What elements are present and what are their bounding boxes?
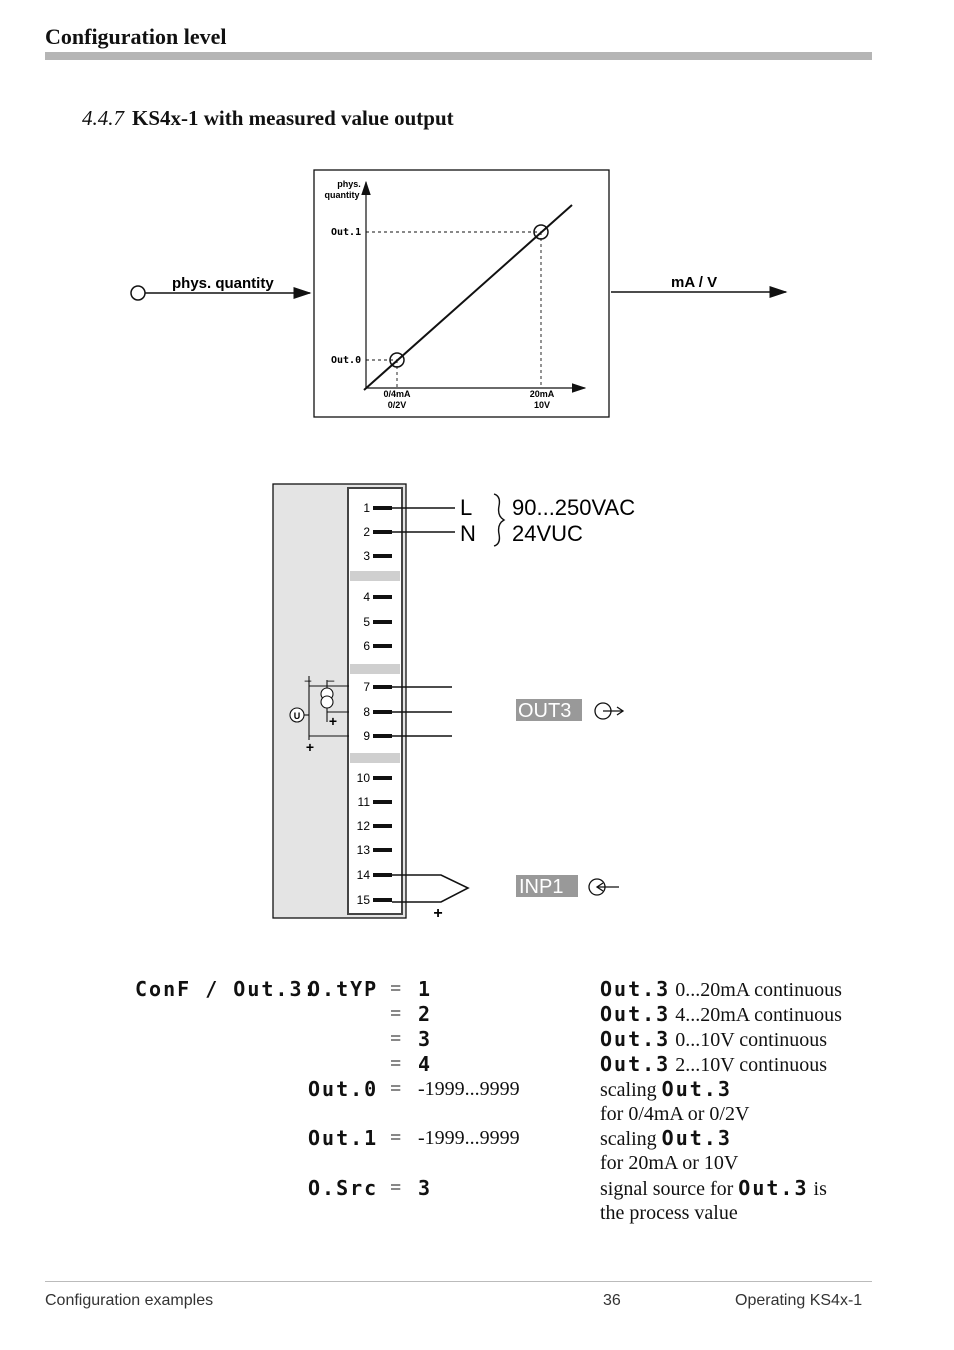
param-name-osrc: O.Src xyxy=(308,1176,379,1200)
inp1-badge-label: INP1 xyxy=(519,876,564,898)
input-label: phys. quantity xyxy=(172,275,274,292)
param-value: 4 xyxy=(418,1052,433,1076)
y-high-label: Out.1 xyxy=(331,227,362,238)
desc-code: Out.3 xyxy=(738,1176,809,1200)
supply-voltage-1: 90...250VAC xyxy=(512,495,636,520)
terminal-pin-label: 15 xyxy=(356,893,370,907)
scaling-diagram xyxy=(0,160,954,430)
footer-page-number: 36 xyxy=(603,1292,621,1309)
terminal-pin-label: 6 xyxy=(363,639,370,653)
terminal-pin-label: 13 xyxy=(356,843,370,857)
desc-code: Out.3 xyxy=(600,1052,671,1076)
y-low-label: Out.0 xyxy=(331,355,362,366)
parameter-list xyxy=(0,975,954,1235)
terminal-pin xyxy=(373,506,392,510)
param-desc xyxy=(600,1002,842,1027)
terminal-pin-label: 3 xyxy=(363,549,370,563)
terminal-pin xyxy=(373,824,392,828)
terminal-pin xyxy=(373,848,392,852)
param-name-out1: Out.1 xyxy=(308,1126,379,1150)
i-source-plus: + xyxy=(328,713,338,729)
desc-text: signal source for xyxy=(600,1178,734,1200)
scaling-box xyxy=(314,170,609,417)
param-desc xyxy=(600,1027,827,1052)
param-eq: = xyxy=(390,1003,402,1025)
current-source-icon-b xyxy=(321,696,333,708)
terminal-pin xyxy=(373,685,392,689)
param-value: -1999...9999 xyxy=(418,1078,520,1100)
terminal-pin xyxy=(373,530,392,534)
conf-label: ConF / Out.3: xyxy=(135,977,318,1001)
terminal-pin-label: 12 xyxy=(356,819,370,833)
section-title-text: KS4x-1 with measured value output xyxy=(132,106,454,130)
header-rule xyxy=(45,52,872,60)
supply-l-label: L xyxy=(460,495,473,520)
param-value: -1999...9999 xyxy=(418,1127,520,1149)
output-label: mA / V xyxy=(671,274,718,291)
desc-code: Out.3 xyxy=(661,1077,732,1101)
param-name-otyp: O.tYP xyxy=(308,977,379,1001)
desc-text-line2: for 20mA or 10V xyxy=(600,1152,739,1174)
u-source-minus: – xyxy=(304,673,312,687)
section-number: 4.4.7 xyxy=(82,106,124,130)
desc-text-line2: the process value xyxy=(600,1202,738,1224)
param-eq: = xyxy=(390,978,402,1000)
terminal-separator-1 xyxy=(350,571,400,581)
param-value: 3 xyxy=(418,1027,433,1051)
terminal-pin-label: 8 xyxy=(363,705,370,719)
desc-text: 0...10V continuous xyxy=(675,1029,828,1051)
footer-rule xyxy=(45,1281,872,1282)
terminal-pin-label: 4 xyxy=(363,590,370,604)
desc-text-line2: for 0/4mA or 0/2V xyxy=(600,1103,750,1125)
desc-code: Out.3 xyxy=(600,1027,671,1051)
terminal-pin-label: 1 xyxy=(363,501,370,515)
footer-left: Configuration examples xyxy=(45,1292,214,1309)
terminal-pin xyxy=(373,595,392,599)
terminal-pin-label: 9 xyxy=(363,729,370,743)
terminal-pin-label: 5 xyxy=(363,615,370,629)
terminal-diagram xyxy=(0,470,954,930)
desc-text: scaling xyxy=(600,1079,657,1101)
section-title xyxy=(82,106,454,131)
supply-n-label: N xyxy=(460,521,476,546)
supply-voltage-2: 24VUC xyxy=(512,521,583,546)
param-eq: = xyxy=(390,1177,402,1199)
param-value: 3 xyxy=(418,1176,433,1200)
param-value: 2 xyxy=(418,1002,433,1026)
footer-right: Operating KS4x-1 xyxy=(735,1292,863,1309)
terminal-pin xyxy=(373,554,392,558)
terminal-pin-label: 2 xyxy=(363,525,370,539)
terminal-pin-label: 10 xyxy=(356,771,370,785)
desc-text: 2...10V continuous xyxy=(675,1054,828,1076)
terminal-pin-label: 11 xyxy=(357,795,370,809)
desc-text: 0...20mA continuous xyxy=(675,979,842,1001)
y-axis-label-line2: quantity xyxy=(324,190,360,200)
thermocouple-plus: + xyxy=(433,905,443,922)
y-axis-label-line1: phys. xyxy=(337,179,361,189)
terminal-pin xyxy=(373,800,392,804)
desc-code: Out.3 xyxy=(661,1126,732,1150)
out3-badge-label: OUT3 xyxy=(518,700,572,722)
x-low-label-line1: 0/4mA xyxy=(383,389,411,399)
terminal-pin xyxy=(373,734,392,738)
desc-text: 4...20mA continuous xyxy=(675,1004,842,1026)
param-eq: = xyxy=(390,1028,402,1050)
terminal-pin xyxy=(373,644,392,648)
page-header-title: Configuration level xyxy=(45,24,227,49)
voltage-source-symbol: U xyxy=(293,711,301,721)
terminal-separator-2 xyxy=(350,664,400,674)
param-desc xyxy=(600,1176,827,1201)
x-high-label-line1: 20mA xyxy=(529,389,555,399)
desc-code: Out.3 xyxy=(600,977,671,1001)
param-eq: = xyxy=(390,1053,402,1075)
param-desc xyxy=(600,1052,827,1077)
param-eq: = xyxy=(390,1078,402,1100)
terminal-pin-label: 7 xyxy=(363,680,370,694)
u-source-plus: + xyxy=(305,739,315,755)
terminal-pin-label: 14 xyxy=(356,868,370,882)
terminal-separator-3 xyxy=(350,753,400,763)
param-desc xyxy=(600,1126,732,1151)
supply-brace xyxy=(494,494,504,546)
param-name-out0: Out.0 xyxy=(308,1077,379,1101)
terminal-pin xyxy=(373,710,392,714)
i-source-minus: – xyxy=(327,673,335,687)
param-desc xyxy=(600,1077,732,1102)
terminal-pin xyxy=(373,776,392,780)
terminal-pin xyxy=(373,898,392,902)
input-terminal-circle xyxy=(131,286,145,300)
desc-code: Out.3 xyxy=(600,1002,671,1026)
terminal-pin xyxy=(373,873,392,877)
x-high-label-line2: 10V xyxy=(533,400,551,410)
param-value: 1 xyxy=(418,977,433,1001)
desc-text: scaling xyxy=(600,1128,657,1150)
param-desc xyxy=(600,977,842,1002)
x-low-label-line2: 0/2V xyxy=(387,400,407,410)
desc-text: is xyxy=(813,1178,827,1200)
param-eq: = xyxy=(390,1127,402,1149)
terminal-pin xyxy=(373,620,392,624)
